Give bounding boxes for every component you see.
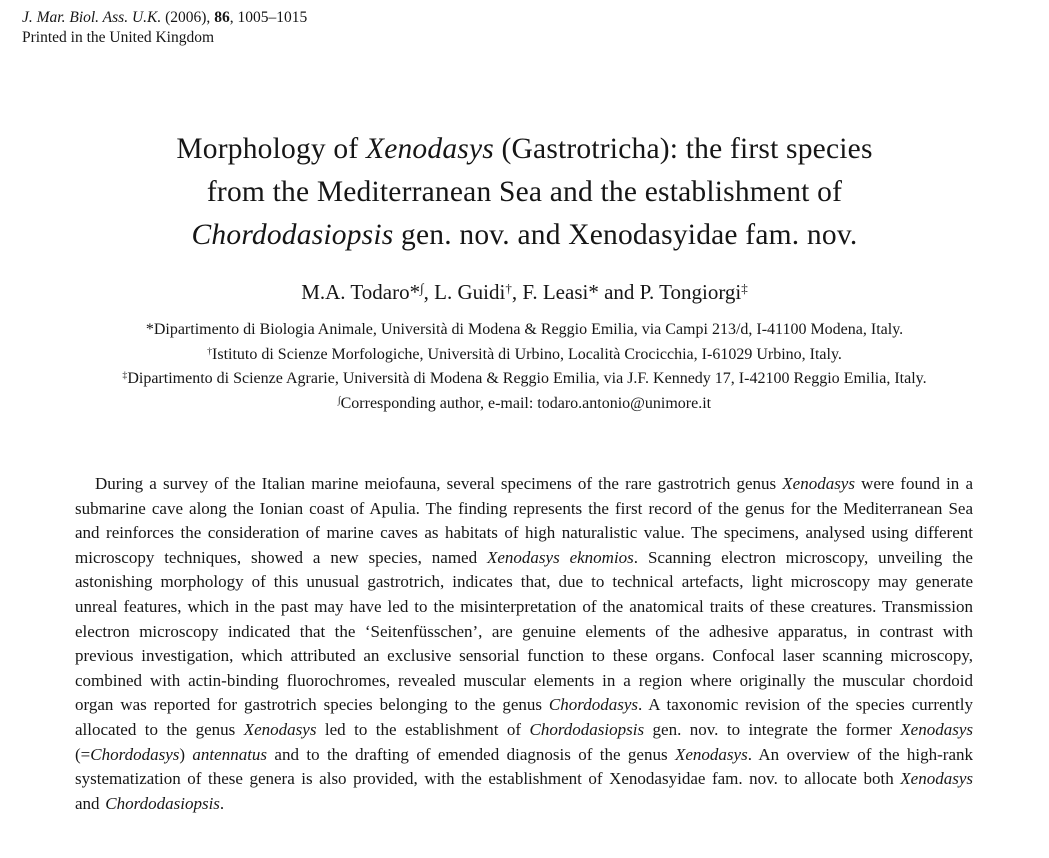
title-line-3: Chordodasiopsis gen. nov. and Xenodasyidae fam. nov. xyxy=(191,219,858,251)
affiliations-block xyxy=(0,318,1049,416)
journal-header xyxy=(22,8,307,47)
printed-in-line: Printed in the United Kingdom xyxy=(22,28,215,46)
journal-citation: J. Mar. Biol. Ass. U.K. (2006), 86, 1005–1015 xyxy=(22,9,308,26)
abstract-paragraph: During a survey of the Italian marine meiofauna, several specimens of the rare gastrotrich genus Xenodasys were found in a submarine cave along the Ionian coast of Apulia. The finding represents the first record of the genus for the Mediterranean Sea and reinforces the consideration of marine caves as habitats of high naturalistic value. The specimens, analysed using different microscopy techniques, showed a new species, named Xenodasys eknomios. Scanning electron microscopy, unveiling the astonishing morphology of this unusual gastrotrich, indicates that, due to technical artefacts, light microscopy may generate unreal features, which in the past may have led to the misinterpretation of the anatomical traits of these creatures. Transmission electron microscopy indicated that the ‘Seitenfüsschen’, are genuine elements of the adhesive apparatus, in contrast with previous investigation, which attributed an exclusive sensorial function to these organs. Confocal laser scanning microscopy, combined with actin-binding fluorochromes, revealed muscular elements in a region where originally the muscular chordoid organ was reported for gastrotrich species belonging to the genus Chordodasys. A taxonomic revision of the species currently allocated to the genus Xenodasys led to the establishment of Chordodasiopsis gen. nov. to integrate the former Xenodasys (=Chordodasys) antennatus and to the drafting of emended diagnosis of the genus Xenodasys. An overview of the high-rank systematization of these genera is also provided, with the establishment of Xenodasyidae fam. nov. to allocate both Xenodasys and Chordodasiopsis. xyxy=(75,474,974,813)
corresponding-author-line: ∫Corresponding author, e-mail: todaro.antonio@unimore.it xyxy=(337,394,712,412)
page-title xyxy=(0,128,1049,257)
affiliation-line: *Dipartimento di Biologia Animale, Università di Modena & Reggio Emilia, via Campi 213/d, I-41100 Modena, Italy. xyxy=(145,321,904,338)
title-line-2: from the Mediterranean Sea and the establishment of xyxy=(206,176,843,208)
affiliation-line: ‡Dipartimento di Scienze Agrarie, Università di Modena & Reggio Emilia, via J.F. Kennedy 17, I-42100 Reggio Emilia, Italy. xyxy=(122,370,927,387)
authors-line: M.A. Todaro*∫, L. Guidi†, F. Leasi* and P. Tongiorgi‡ xyxy=(301,280,748,304)
affiliation-line: †Istituto di Scienze Morfologiche, Università di Urbino, Località Crocicchia, I-61029 Urbino, Italy. xyxy=(207,345,842,363)
title-line-1: Morphology of Xenodasys (Gastrotricha): the first species xyxy=(176,133,873,165)
